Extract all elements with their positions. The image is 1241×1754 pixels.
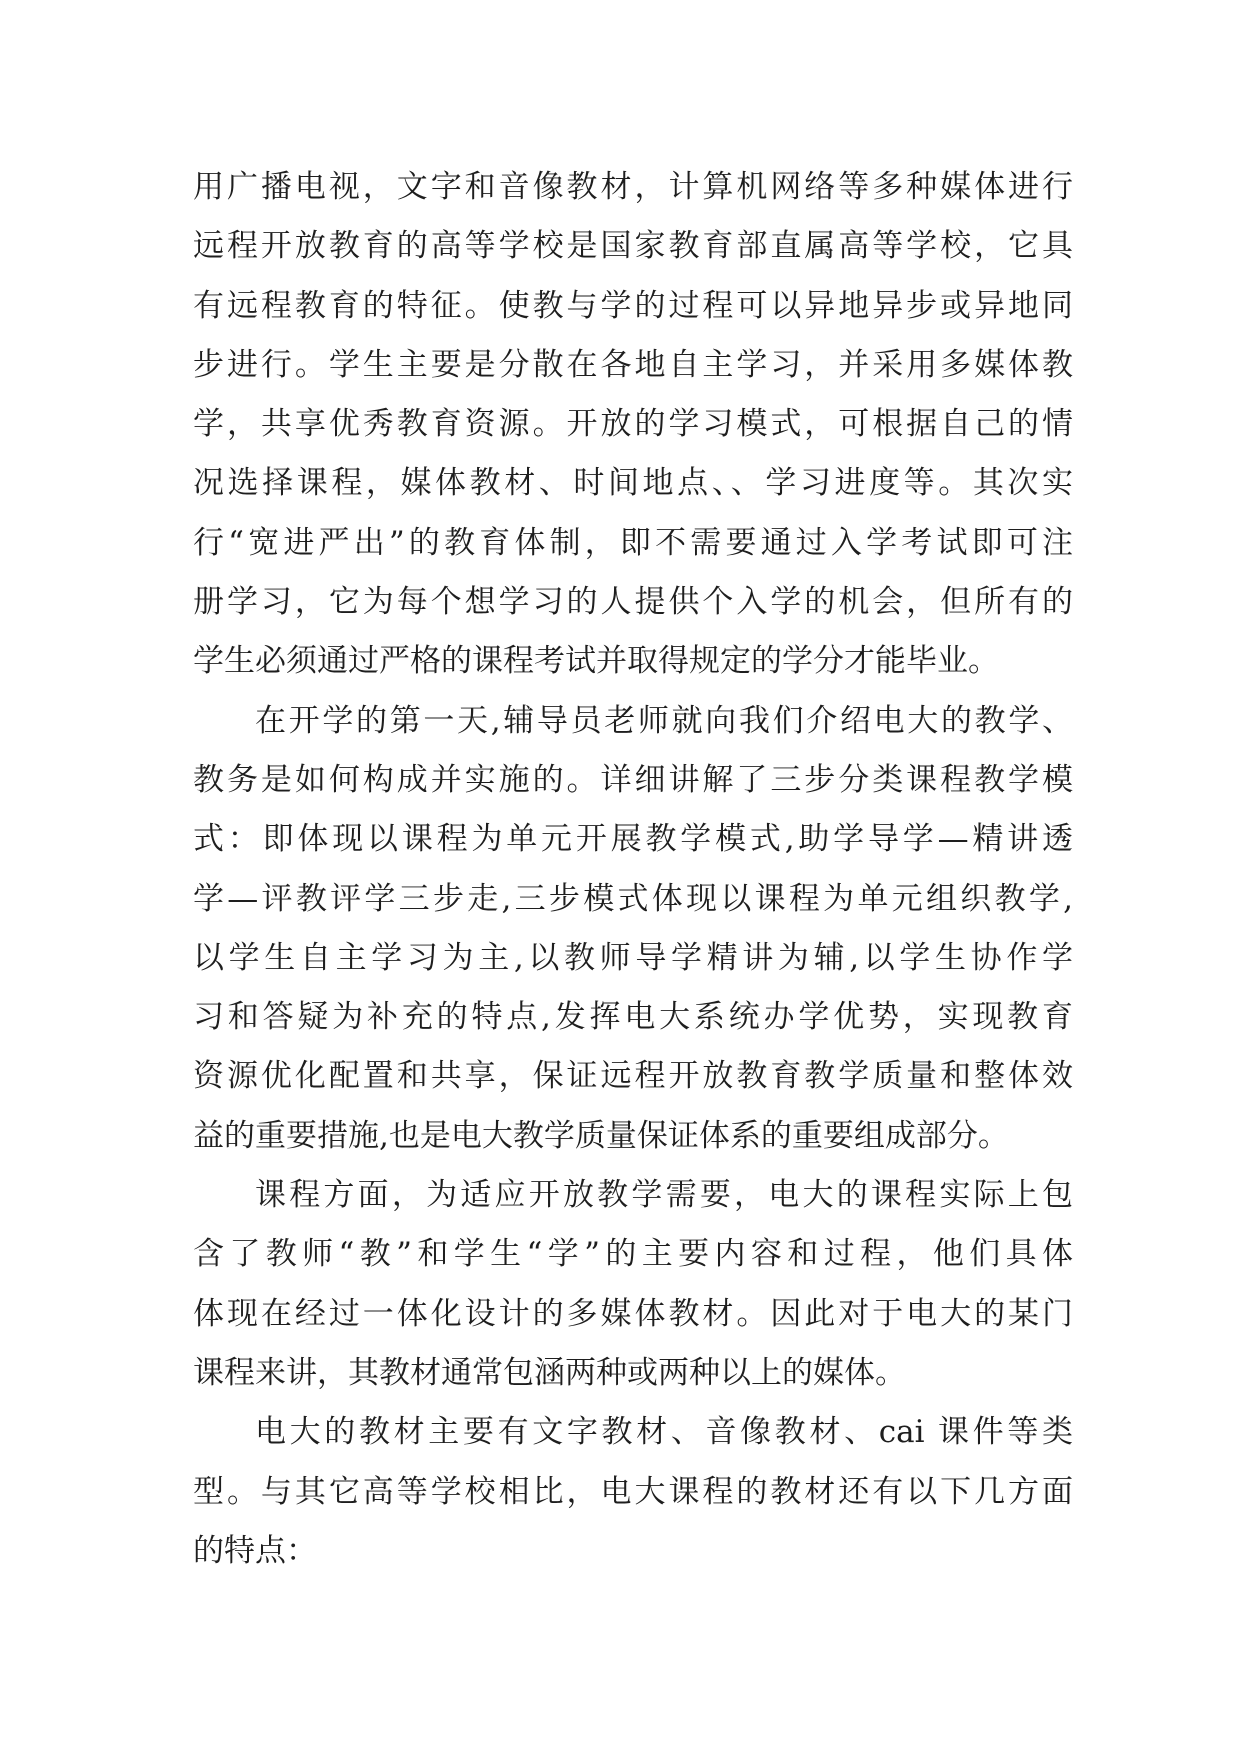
text-line: 用广播电视，文字和音像教材，计算机网络等多种媒体进行: [193, 169, 1073, 205]
text-line: 在开学的第一天,辅导员老师就向我们介绍电大的教学、: [255, 702, 1073, 739]
text-line: 课程方面，为适应开放教学需要，电大的课程实际上包: [255, 1177, 1073, 1214]
text-line: 步进行。学生主要是分散在各地自主学习，并采用多媒体教: [193, 346, 1073, 383]
text-line: 含了教师“教”和学生“学”的主要内容和过程，他们具体: [193, 1236, 1073, 1273]
text-line: 远程开放教育的高等学校是国家教育部直属高等学校，它具: [193, 228, 1073, 265]
text-line: 以学生自主学习为主,以教师导学精讲为辅,以学生协作学: [193, 939, 1073, 976]
text-line: 有远程教育的特征。使教与学的过程可以异地异步或异地同: [193, 287, 1073, 324]
text-line: 学生必须通过严格的课程考试并取得规定的学分才能毕业。: [193, 643, 999, 680]
text-line: 益的重要措施,也是电大教学质量保证体系的重要组成部分。: [193, 1117, 1009, 1154]
text-line: 行“宽进严出”的教育体制，即不需要通过入学考试即可注: [193, 524, 1073, 561]
text-line: 的特点：: [193, 1532, 317, 1569]
text-line: 学，共享优秀教育资源。开放的学习模式，可根据自己的情: [193, 406, 1073, 443]
text-line: 教务是如何构成并实施的。详细讲解了三步分类课程教学模: [193, 761, 1073, 798]
text-line: 式：即体现以课程为单元开展教学模式,助学导学—精讲透: [193, 821, 1073, 858]
text-line: 体现在经过一体化设计的多媒体教材。因此对于电大的某门: [193, 1295, 1073, 1332]
text-line: 习和答疑为补充的特点,发挥电大系统办学优势，实现教育: [193, 999, 1073, 1036]
text-line: 资源优化配置和共享，保证远程开放教育教学质量和整体效: [193, 1058, 1073, 1095]
text-line: 型。与其它高等学校相比，电大课程的教材还有以下几方面: [193, 1473, 1073, 1510]
text-line: 学—评教评学三步走,三步模式体现以课程为单元组织教学,: [193, 880, 1073, 917]
body-text: [193, 158, 1073, 1581]
text-line: 电大的教材主要有文字教材、音像教材、cai 课件等类: [255, 1414, 1073, 1451]
text-line: 册学习，它为每个想学习的人提供个入学的机会，但所有的: [193, 584, 1073, 621]
text-line: 况选择课程，媒体教材、时间地点、、学习进度等。其次实: [193, 465, 1073, 502]
text-line: 课程来讲，其教材通常包涵两种或两种以上的媒体。: [193, 1354, 906, 1391]
